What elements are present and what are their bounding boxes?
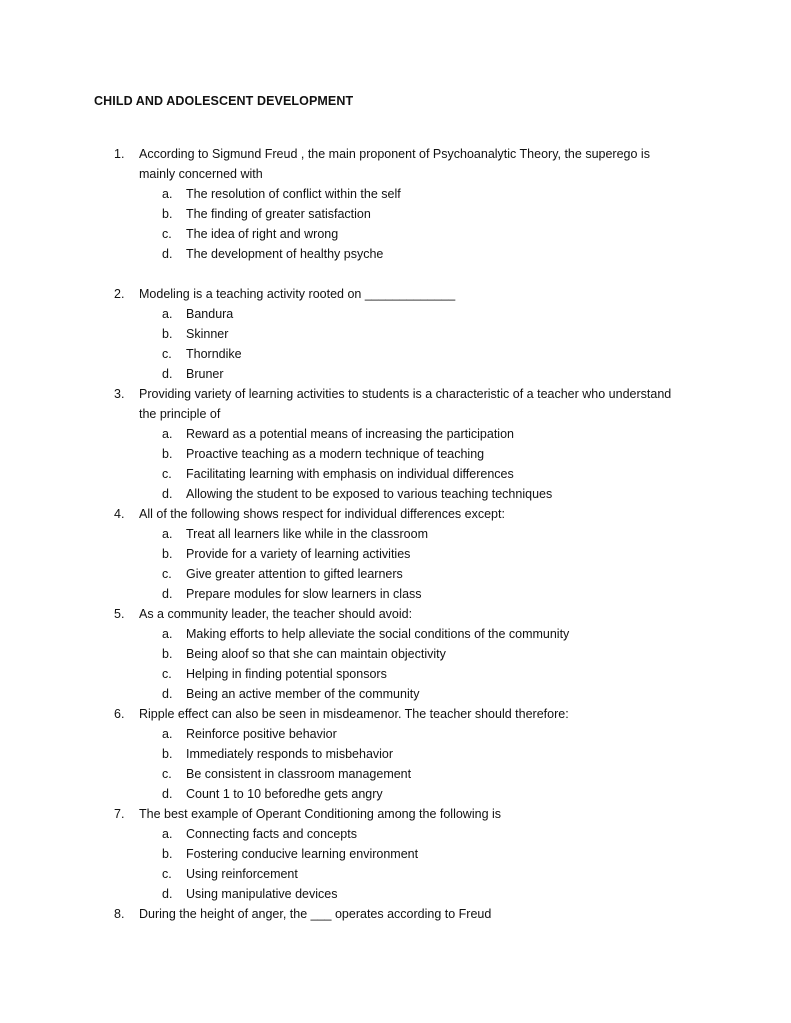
option-item xyxy=(0,564,791,584)
question-number: 5. xyxy=(114,607,125,621)
question-text: The best example of Operant Conditioning among the following is xyxy=(139,807,502,821)
option-text: Treat all learners like while in the classroom xyxy=(186,527,428,541)
option-letter: d. xyxy=(162,687,173,701)
option-item xyxy=(0,624,791,644)
option-item xyxy=(0,224,791,244)
option-list xyxy=(0,524,791,604)
option-item xyxy=(0,444,791,464)
question-item xyxy=(0,604,791,704)
question-item xyxy=(0,284,791,384)
option-list xyxy=(0,824,791,904)
option-list xyxy=(0,424,791,504)
option-letter: b. xyxy=(162,207,173,221)
option-item xyxy=(0,884,791,904)
option-item xyxy=(0,744,791,764)
option-letter: b. xyxy=(162,647,173,661)
option-list xyxy=(0,184,791,264)
question-number: 1. xyxy=(114,147,125,161)
option-letter: c. xyxy=(162,227,172,241)
option-letter: d. xyxy=(162,587,173,601)
option-item xyxy=(0,344,791,364)
option-item xyxy=(0,204,791,224)
option-text: Immediately responds to misbehavior xyxy=(186,747,394,761)
option-text: Skinner xyxy=(186,327,229,341)
option-item xyxy=(0,844,791,864)
option-text: Being aloof so that she can maintain objectivity xyxy=(186,647,446,661)
option-text: Proactive teaching as a modern technique of teaching xyxy=(186,447,485,461)
option-letter: b. xyxy=(162,327,173,341)
option-item xyxy=(0,304,791,324)
question-item xyxy=(0,504,791,604)
option-item xyxy=(0,484,791,504)
option-item xyxy=(0,244,791,264)
question-text: All of the following shows respect for individual differences except: xyxy=(139,507,505,521)
question-number: 2. xyxy=(114,287,125,301)
question-text: During the height of anger, the ___ operates according to Freud xyxy=(139,907,492,921)
question-item xyxy=(0,804,791,904)
option-text: The resolution of conflict within the self xyxy=(186,187,401,201)
option-letter: c. xyxy=(162,767,172,781)
option-item xyxy=(0,424,791,444)
option-letter: c. xyxy=(162,467,172,481)
option-letter: b. xyxy=(162,847,173,861)
option-letter: b. xyxy=(162,447,173,461)
option-letter: c. xyxy=(162,567,172,581)
option-letter: a. xyxy=(162,427,173,441)
question-text: Modeling is a teaching activity rooted on _____________ xyxy=(139,287,456,301)
option-item xyxy=(0,184,791,204)
option-item xyxy=(0,584,791,604)
option-item xyxy=(0,864,791,884)
option-list xyxy=(0,304,791,384)
option-item xyxy=(0,644,791,664)
option-text: Connecting facts and concepts xyxy=(186,827,357,841)
option-text: Allowing the student to be exposed to various teaching techniques xyxy=(186,487,553,501)
option-letter: a. xyxy=(162,307,173,321)
option-item xyxy=(0,524,791,544)
option-item xyxy=(0,684,791,704)
option-text: Bruner xyxy=(186,367,224,381)
option-text: Be consistent in classroom management xyxy=(186,767,412,781)
option-text: The idea of right and wrong xyxy=(186,227,339,241)
question-text: According to Sigmund Freud , the main proponent of Psychoanalytic Theory, the superego is mainly concerned with xyxy=(139,147,650,181)
option-text: Count 1 to 10 beforedhe gets angry xyxy=(186,787,383,801)
option-text: Bandura xyxy=(186,307,234,321)
option-item xyxy=(0,464,791,484)
question-number: 4. xyxy=(114,507,125,521)
question-text: Providing variety of learning activities to students is a characteristic of a teacher who understand the principle of xyxy=(139,387,672,421)
option-item xyxy=(0,824,791,844)
option-text: Reward as a potential means of increasing the participation xyxy=(186,427,514,441)
option-text: The development of healthy psyche xyxy=(186,247,384,261)
option-letter: c. xyxy=(162,667,172,681)
option-item xyxy=(0,324,791,344)
option-item xyxy=(0,784,791,804)
option-text: Give greater attention to gifted learners xyxy=(186,567,403,581)
option-text: Using reinforcement xyxy=(186,867,298,881)
question-item xyxy=(0,144,791,264)
option-letter: a. xyxy=(162,627,173,641)
option-letter: b. xyxy=(162,547,173,561)
option-text: Thorndike xyxy=(186,347,242,361)
option-text: Prepare modules for slow learners in class xyxy=(186,587,422,601)
option-letter: b. xyxy=(162,747,173,761)
option-item xyxy=(0,724,791,744)
option-text: Making efforts to help alleviate the social conditions of the community xyxy=(186,627,570,641)
option-text: Using manipulative devices xyxy=(186,887,338,901)
question-text: As a community leader, the teacher should avoid: xyxy=(139,607,413,621)
question-item xyxy=(0,384,791,504)
option-letter: a. xyxy=(162,527,173,541)
question-number: 6. xyxy=(114,707,125,721)
option-list xyxy=(0,724,791,804)
option-letter: d. xyxy=(162,487,173,501)
option-text: Fostering conducive learning environment xyxy=(186,847,419,861)
question-item xyxy=(0,704,791,804)
option-text: Provide for a variety of learning activities xyxy=(186,547,411,561)
option-letter: a. xyxy=(162,827,173,841)
option-text: Reinforce positive behavior xyxy=(186,727,337,741)
option-letter: c. xyxy=(162,347,172,361)
option-letter: c. xyxy=(162,867,172,881)
option-item xyxy=(0,764,791,784)
option-letter: d. xyxy=(162,247,173,261)
option-item xyxy=(0,544,791,564)
document-title: CHILD AND ADOLESCENT DEVELOPMENT xyxy=(94,94,354,108)
option-list xyxy=(0,624,791,704)
question-text: Ripple effect can also be seen in misdeamenor. The teacher should therefore: xyxy=(139,707,569,721)
option-letter: a. xyxy=(162,187,173,201)
option-item xyxy=(0,364,791,384)
option-text: Being an active member of the community xyxy=(186,687,420,701)
option-text: Helping in finding potential sponsors xyxy=(186,667,387,681)
question-number: 3. xyxy=(114,387,125,401)
question-number: 7. xyxy=(114,807,125,821)
option-text: The finding of greater satisfaction xyxy=(186,207,371,221)
option-letter: d. xyxy=(162,787,173,801)
option-letter: d. xyxy=(162,887,173,901)
option-item xyxy=(0,664,791,684)
option-letter: d. xyxy=(162,367,173,381)
option-letter: a. xyxy=(162,727,173,741)
question-number: 8. xyxy=(114,907,125,921)
question-item xyxy=(0,904,791,924)
option-text: Facilitating learning with emphasis on individual differences xyxy=(186,467,514,481)
question-list xyxy=(0,144,791,924)
